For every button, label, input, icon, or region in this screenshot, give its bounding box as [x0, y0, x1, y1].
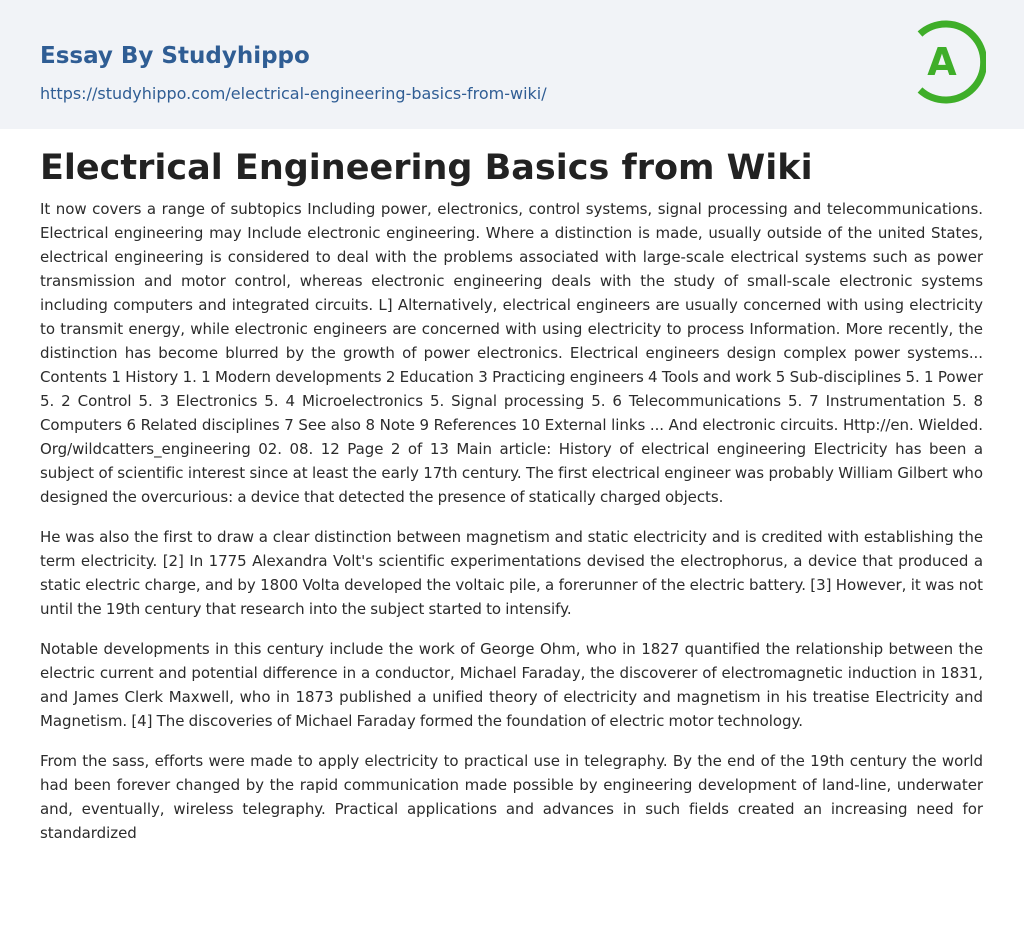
article-paragraph-3: Notable developments in this century include the work of George Ohm, who in 1827 quantified the relationship between the electric current and potential difference in a conductor, Michael Faraday, the discoverer of electromagnetic induction in 1831, and James Clerk Maxwell, who in 1873 published a unified theory of electricity and magnetism in his treatise Electricity and Magnetism. [4] The discoveries of Michael Faraday formed the foundation of electric motor technology. — [40, 640, 983, 730]
article-content — [40, 145, 983, 861]
article-url-link[interactable]: https://studyhippo.com/electrical-engineering-basics-from-wiki/ — [40, 84, 547, 103]
site-title[interactable]: Essay By Studyhippo — [40, 43, 310, 69]
studyhippo-logo[interactable] — [912, 20, 986, 104]
logo-letter: A — [927, 40, 957, 84]
article-paragraph-2: He was also the first to draw a clear distinction between magnetism and static electricity and is credited with establishing the term electricity. [2] In 1775 Alexandra Volt's scientific experimentations devised the electrophorus, a device that produced a static electric charge, and by 1800 Volta developed the voltaic pile, a forerunner of the electric battery. [3] However, it was not until the 19th century that research into the subject started to intensify. — [40, 528, 983, 618]
article-paragraph-4: From the sass, efforts were made to apply electricity to practical use in telegraphy. By the end of the 19th century the world had been forever changed by the rapid communication made possible by engineering development of land-line, underwater and, eventually, wireless telegraphy. Practical applications and advances in such fields created an increasing need for standardized — [40, 752, 983, 842]
article-paragraph-1: It now covers a range of subtopics Including power, electronics, control systems, signal processing and telecommunications. Electrical engineering may Include electronic engineering. Where a distinction is made, usually outside of the united States, electrical engineering is considered to deal with the problems associated with large-scale electrical systems such as power transmission and motor control, whereas electronic engineering deals with the study of small-scale electronic systems including computers and integrated circuits. L] Alternatively, electrical engineers are usually concerned with using electricity to transmit energy, while electronic engineers are concerned with using electricity to process Information. More recently, the distinction has become blurred by the growth of power electronics. Electrical engineers design complex power systems... Contents 1 History 1. 1 Modern developments 2 Education 3 Practicing engineers 4 Tools and work 5 Sub-disciplines 5. 1 Power 5. 2 Control 5. 3 Electronics 5. 4 Microelectronics 5. Signal processing 5. 6 Telecommunications 5. 7 Instrumentation 5. 8 Computers 6 Related disciplines 7 See also 8 Note 9 References 10 External links ... And electronic circuits. Http://en. Wielded. Org/wildcatters_engineering 02. 08. 12 Page 2 of 13 Main article: History of electrical engineering Electricity has been a subject of scientific interest since at least the early 17th century. The first electrical engineer was probably William Gilbert who designed the overcurious: a device that detected the presence of statically charged objects. — [40, 200, 983, 506]
page-title: Electrical Engineering Basics from Wiki — [40, 148, 813, 188]
site-header — [0, 0, 1024, 129]
